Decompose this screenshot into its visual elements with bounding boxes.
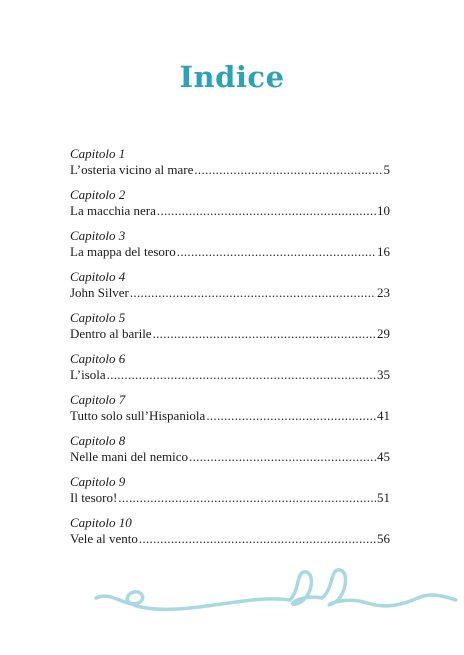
dot-leader <box>139 531 376 547</box>
page-number: 5 <box>383 162 390 177</box>
dot-leader <box>118 490 376 506</box>
chapter-title: Nelle mani del nemico <box>70 449 189 464</box>
chapter-label: Capitolo 3 <box>70 228 126 243</box>
chapter-label: Capitolo 2 <box>70 187 126 202</box>
chapter-label: Capitolo 9 <box>70 474 126 489</box>
chapter-label: Capitolo 8 <box>70 433 126 448</box>
chapter-title: John Silver <box>70 285 129 300</box>
toc-entry-4[interactable] <box>70 269 390 310</box>
toc-entry-5[interactable] <box>70 310 390 351</box>
page-title: Indice <box>179 60 285 94</box>
table-of-contents <box>70 146 390 556</box>
chapter-label: Capitolo 10 <box>70 515 132 530</box>
toc-entry-2[interactable] <box>70 187 390 228</box>
chapter-label: Capitolo 6 <box>70 351 126 366</box>
dot-leader <box>189 449 376 465</box>
page-number: 51 <box>377 490 390 505</box>
chapter-title: La mappa del tesoro <box>70 244 176 259</box>
toc-entry-7[interactable] <box>70 392 390 433</box>
chapter-title: Dentro al barile <box>70 326 152 341</box>
chapter-label: Capitolo 4 <box>70 269 126 284</box>
chapter-label: Capitolo 5 <box>70 310 126 325</box>
chapter-title: Vele al vento <box>70 531 138 546</box>
chapter-title: La macchia nera <box>70 203 156 218</box>
chapter-label: Capitolo 1 <box>70 146 126 161</box>
dot-leader <box>157 203 376 219</box>
toc-entry-8[interactable] <box>70 433 390 474</box>
dot-leader <box>130 285 376 301</box>
dot-leader <box>206 408 376 424</box>
toc-entry-6[interactable] <box>70 351 390 392</box>
chapter-title: L’osteria vicino al mare <box>70 162 194 177</box>
dot-leader <box>107 367 376 383</box>
dot-leader <box>153 326 376 342</box>
page-number: 35 <box>377 367 390 382</box>
chapter-title: Il tesoro! <box>70 490 118 505</box>
toc-entry-10[interactable] <box>70 515 390 556</box>
dot-leader <box>194 162 382 178</box>
page-number: 23 <box>377 285 390 300</box>
toc-entry-1[interactable] <box>70 146 390 187</box>
page-number: 41 <box>377 408 390 423</box>
page-number: 16 <box>377 244 390 259</box>
page-number: 10 <box>377 203 390 218</box>
page-number: 56 <box>377 531 390 546</box>
toc-entry-9[interactable] <box>70 474 390 515</box>
chapter-title: L’isola <box>70 367 106 382</box>
chapter-label: Capitolo 7 <box>70 392 126 407</box>
decorative-swirl <box>0 560 464 630</box>
dot-leader <box>177 244 376 260</box>
toc-entry-3[interactable] <box>70 228 390 269</box>
chapter-title: Tutto solo sull’Hispaniola <box>70 408 206 423</box>
page-number: 45 <box>377 449 390 464</box>
page-number: 29 <box>377 326 390 341</box>
